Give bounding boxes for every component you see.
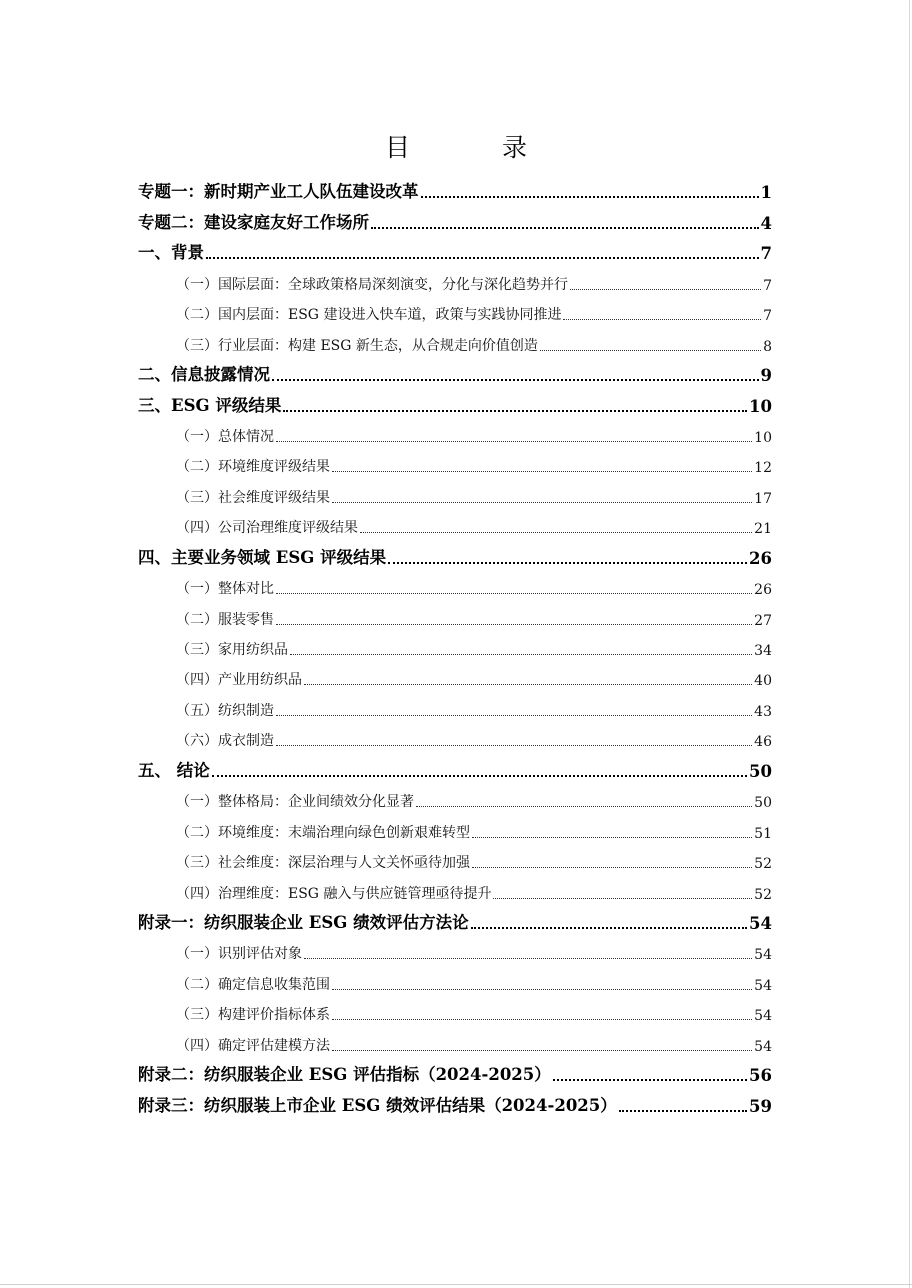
toc-entry-page-number: 27 <box>754 612 772 629</box>
toc-entry-section[interactable] <box>138 450 772 480</box>
dot-leader <box>388 562 747 564</box>
toc-entry-section[interactable] <box>138 663 772 693</box>
toc-entry-label: （二）环境维度：末端治理向绿色创新艰难转型 <box>176 824 470 841</box>
toc-entry-page-number: 1 <box>760 183 772 203</box>
toc-entry-page-number: 26 <box>754 582 772 599</box>
toc-entry-section[interactable] <box>138 815 772 845</box>
dot-leader <box>472 867 752 868</box>
toc-entry-section[interactable] <box>138 572 772 602</box>
toc-entry-page-number: 7 <box>763 308 772 325</box>
dot-leader <box>290 654 752 655</box>
dot-leader <box>332 471 752 472</box>
toc-entry-label: （一）总体情况 <box>176 428 274 445</box>
toc-entry-page-number: 26 <box>749 548 772 568</box>
toc-entry-section[interactable] <box>138 633 772 663</box>
toc-entry-label: （二）国内层面：ESG 建设进入快车道，政策与实践协同推进 <box>176 307 562 324</box>
toc-entry-page-number: 40 <box>754 673 772 690</box>
dot-leader <box>276 715 752 716</box>
dot-leader <box>570 289 761 290</box>
toc-entry-label: （二）确定信息收集范围 <box>176 976 330 993</box>
toc-entry-section[interactable] <box>138 267 772 297</box>
toc-entry-chapter[interactable] <box>138 389 772 419</box>
toc-entry-chapter[interactable] <box>138 754 772 784</box>
toc-entry-label: （一）识别评估对象 <box>176 946 302 963</box>
toc-entry-chapter[interactable] <box>138 359 772 389</box>
toc-entry-label: 专题二：建设家庭友好工作场所 <box>138 212 369 232</box>
toc-entry-page-number: 51 <box>754 825 772 842</box>
dot-leader <box>332 502 752 503</box>
toc-entry-label: （三）行业层面：构建 ESG 新生态，从合规走向价值创造 <box>176 337 538 354</box>
toc-entry-label: （一）整体对比 <box>176 581 274 598</box>
toc-entry-page-number: 54 <box>754 977 772 994</box>
dot-leader <box>332 1050 752 1051</box>
dot-leader <box>332 989 752 990</box>
toc-entry-label: 一、背景 <box>138 243 204 263</box>
toc-entry-section[interactable] <box>138 937 772 967</box>
toc-entry-section[interactable] <box>138 876 772 906</box>
dot-leader <box>276 624 752 625</box>
dot-leader <box>619 1110 747 1112</box>
toc-entry-page-number: 56 <box>749 1066 772 1086</box>
toc-entry-label: （三）构建评价指标体系 <box>176 1007 330 1024</box>
toc-entry-section[interactable] <box>138 511 772 541</box>
toc-entry-page-number: 7 <box>763 277 772 294</box>
toc-entry-page-number: 52 <box>754 886 772 903</box>
dot-leader <box>276 745 752 746</box>
toc-entry-label: （三）社会维度：深层治理与人文关怀亟待加强 <box>176 855 470 872</box>
dot-leader <box>212 775 747 777</box>
toc-entry-page-number: 54 <box>754 947 772 964</box>
toc-entry-label: 附录三：纺织服装上市企业 ESG 绩效评估结果（2024-2025） <box>138 1095 617 1115</box>
toc-entry-section[interactable] <box>138 724 772 754</box>
toc-entry-page-number: 54 <box>754 1008 772 1025</box>
toc-entry-chapter[interactable] <box>138 1059 772 1089</box>
toc-entry-page-number: 21 <box>754 521 772 538</box>
dot-leader <box>276 441 752 442</box>
toc-entry-label: 五、 结论 <box>138 760 210 780</box>
toc-entry-label: 附录一：纺织服装企业 ESG 绩效评估方法论 <box>138 912 469 932</box>
toc-entry-label: （二）服装零售 <box>176 611 274 628</box>
toc-entry-label: （三）家用纺织品 <box>176 642 288 658</box>
dot-leader <box>360 532 752 533</box>
toc-entry-page-number: 46 <box>754 734 772 751</box>
toc-entry-chapter[interactable] <box>138 907 772 937</box>
toc-entry-label: （二）环境维度评级结果 <box>176 459 330 476</box>
toc-entry-chapter[interactable] <box>138 541 772 571</box>
toc-entry-page-number: 4 <box>760 213 772 233</box>
toc-entry-section[interactable] <box>138 602 772 632</box>
dot-leader <box>332 1019 752 1020</box>
toc-entry-page-number: 7 <box>760 244 772 264</box>
dot-leader <box>304 958 752 959</box>
dot-leader <box>276 593 752 594</box>
toc-entry-section[interactable] <box>138 998 772 1028</box>
dot-leader <box>206 257 759 259</box>
dot-leader <box>471 927 747 929</box>
toc-entry-page-number: 50 <box>754 795 772 812</box>
toc-entry-label: （四）产业用纺织品 <box>176 672 302 689</box>
dot-leader <box>553 1079 747 1081</box>
toc-entry-page-number: 10 <box>754 429 772 446</box>
toc-entry-section[interactable] <box>138 420 772 450</box>
toc-entry-label: （一）国际层面：全球政策格局深刻演变，分化与深化趋势并行 <box>176 276 568 293</box>
toc-entry-page-number: 50 <box>749 761 772 781</box>
toc-entry-section[interactable] <box>138 967 772 997</box>
toc-entry-page-number: 34 <box>754 643 772 659</box>
toc-entry-section[interactable] <box>138 328 772 358</box>
toc-entry-label: 二、信息披露情况 <box>138 365 270 385</box>
toc-entry-page-number: 17 <box>754 490 772 507</box>
toc-entry-section[interactable] <box>138 1028 772 1058</box>
toc-entry-page-number: 12 <box>754 460 772 477</box>
dot-leader <box>304 684 752 685</box>
toc-entry-page-number: 43 <box>754 703 772 720</box>
toc-entry-section[interactable] <box>138 846 772 876</box>
toc-entry-page-number: 54 <box>749 913 772 933</box>
dot-leader <box>416 806 752 807</box>
dot-leader <box>563 319 761 320</box>
toc-entry-label: 四、主要业务领域 ESG 评级结果 <box>138 547 387 567</box>
page-edge <box>0 1284 912 1285</box>
toc-entry-label: 三、ESG 评级结果 <box>138 395 282 415</box>
dot-leader <box>283 410 747 412</box>
toc-entry-label: （六）成衣制造 <box>176 733 274 750</box>
toc-title: 目 录 <box>385 133 569 162</box>
toc-entry-label: 附录二：纺织服装企业 ESG 评估指标（2024-2025） <box>138 1065 551 1085</box>
toc-entry-page-number: 9 <box>760 366 772 386</box>
toc-entry-section[interactable] <box>138 693 772 723</box>
toc-list <box>138 176 772 1120</box>
dot-leader <box>493 898 752 899</box>
toc-entry-label: （五）纺织制造 <box>176 702 274 719</box>
toc-entry-page-number: 52 <box>754 856 772 873</box>
page-edge <box>909 0 910 1288</box>
toc-entry-label: （一）整体格局：企业间绩效分化显著 <box>176 794 414 811</box>
toc-entry-chapter[interactable] <box>138 206 772 236</box>
toc-entry-chapter[interactable] <box>138 176 772 206</box>
toc-entry-label: （四）治理维度：ESG 融入与供应链管理亟待提升 <box>176 885 492 902</box>
toc-entry-page-number: 10 <box>749 396 772 416</box>
toc-entry-page-number: 59 <box>749 1096 772 1116</box>
toc-entry-label: 专题一：新时期产业工人队伍建设改革 <box>138 182 419 202</box>
dot-leader <box>472 837 752 838</box>
dot-leader <box>540 350 761 351</box>
dot-leader <box>371 227 759 229</box>
dot-leader <box>272 379 759 381</box>
toc-entry-page-number: 54 <box>754 1038 772 1055</box>
toc-entry-section[interactable] <box>138 480 772 510</box>
toc-entry-label: （四）公司治理维度评级结果 <box>176 520 358 537</box>
toc-entry-label: （三）社会维度评级结果 <box>176 489 330 506</box>
toc-entry-page-number: 8 <box>763 338 772 355</box>
toc-entry-section[interactable] <box>138 785 772 815</box>
toc-entry-label: （四）确定评估建模方法 <box>176 1037 330 1054</box>
toc-entry-section[interactable] <box>138 298 772 328</box>
toc-entry-chapter[interactable] <box>138 1089 772 1119</box>
dot-leader <box>421 196 759 198</box>
toc-entry-chapter[interactable] <box>138 237 772 267</box>
